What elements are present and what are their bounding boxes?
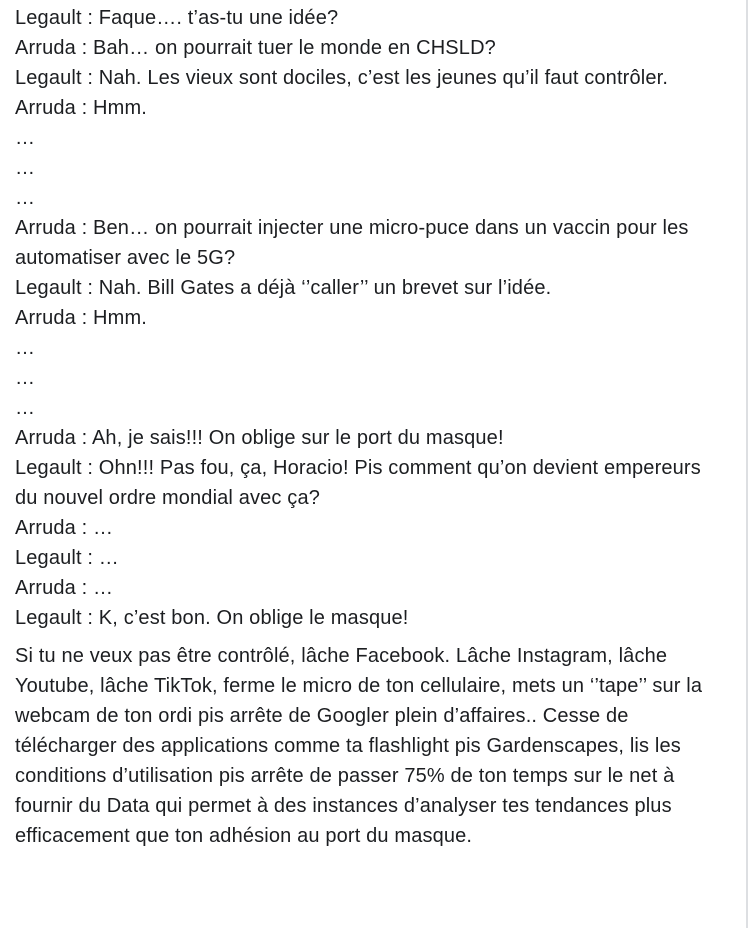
post-body — [15, 3, 728, 851]
ellipsis-line: … — [15, 157, 36, 179]
ellipsis-line: … — [15, 127, 36, 149]
dialogue-line: Arruda : … — [15, 517, 114, 539]
ellipsis-line: … — [15, 187, 36, 209]
dialogue-line: Arruda : Hmm. — [15, 307, 147, 329]
dialogue-line: Legault : K, c’est bon. On oblige le masque! — [15, 607, 409, 629]
ellipsis-line: … — [15, 397, 36, 419]
dialogue-line: Legault : Nah. Les vieux sont dociles, c’est les jeunes qu’il faut contrôler. — [15, 67, 669, 89]
dialogue-line: Arruda : … — [15, 577, 114, 599]
dialogue-block — [15, 3, 728, 633]
dialogue-line: Legault : Ohn!!! Pas fou, ça, Horacio! Pis comment qu’on devient empereurs du nouvel ordre mondial avec ça? — [15, 457, 701, 509]
ellipsis-line: … — [15, 337, 36, 359]
dialogue-line: Arruda : Ben… on pourrait injecter une micro-puce dans un vaccin pour les automatiser avec le 5G? — [15, 217, 689, 269]
ellipsis-line: … — [15, 367, 36, 389]
dialogue-line: Legault : Nah. Bill Gates a déjà ‘’caller’’ un brevet sur l’idée. — [15, 277, 552, 299]
conclusion-paragraph: Si tu ne veux pas être contrôlé, lâche Facebook. Lâche Instagram, lâche Youtube, lâche TikTok, ferme le micro de ton cellulaire, mets un ‘’tape’’ sur la webcam de ton ordi pis arrête de Googler plein d’affaires.. Cesse de télécharger des applications comme ta flashlight pis Gardenscapes, lis les conditions d’utilisation pis arrête de passer 75% de ton temps sur le net à fournir du Data qui permet à des instances d’analyser tes tendances plus efficacement que ton adhésion au port du masque. — [15, 645, 703, 847]
dialogue-line: Legault : Faque…. t’as-tu une idée? — [15, 7, 339, 29]
dialogue-line: Arruda : Hmm. — [15, 97, 147, 119]
dialogue-line: Arruda : Bah… on pourrait tuer le monde en CHSLD? — [15, 37, 496, 59]
dialogue-line: Legault : … — [15, 547, 119, 569]
dialogue-line: Arruda : Ah, je sais!!! On oblige sur le port du masque! — [15, 427, 504, 449]
